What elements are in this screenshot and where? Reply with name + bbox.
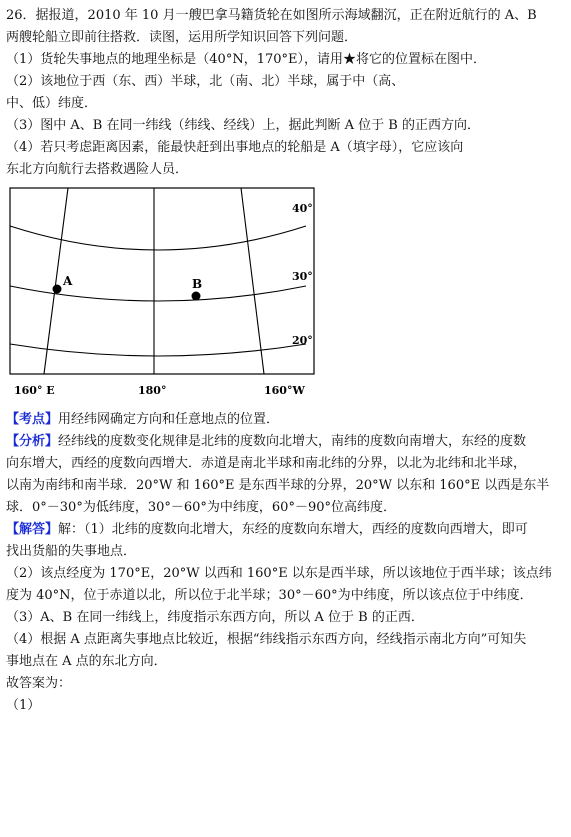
point-b [192, 292, 201, 301]
jieda-line: （1） [6, 698, 41, 713]
fenxi-line: 向东增大，西经的度数向西增大．赤道是南北半球和南北纬的分界，以北为北纬和北半球， [6, 456, 527, 471]
lat-label-30: 30° [292, 270, 313, 283]
question-line: 中、低）纬度． [6, 96, 98, 111]
kaodian-line [6, 412, 279, 428]
fenxi-line: 球．0°－30°为低纬度，30°－60°为中纬度，60°－90°位高纬度． [6, 500, 396, 515]
lon-label-180: 180° [138, 384, 167, 397]
lat-label-40: 40° [292, 202, 313, 215]
jieda-line: （3）A、B 在同一纬线上，纬度指示东西方向，所以 A 位于 B 的正西． [6, 610, 424, 625]
jieda-line: （4）根据 A 点距离失事地点比较近，根据“纬线指示东西方向，经线指示南北方向”可知失 [6, 632, 527, 647]
lon-label-160w: 160°W [264, 384, 305, 397]
lat-label-20: 20° [292, 334, 313, 347]
point-a [53, 285, 62, 294]
question-line: 26．据报道，2010 年 10 月一艘巴拿马籍货轮在如图所示海域翻沉，正在附近航行的 A、B [6, 8, 537, 23]
jieda-line: （2）该点经度为 170°E，20°W 以西和 160°E 以东是西半球，所以该地位于西半球；该点纬 [6, 566, 552, 581]
fenxi-text: 经纬线的度数变化规律是北纬的度数向北增大，南纬的度数向南增大，东经的度数 [58, 434, 527, 449]
kaodian-text: 用经纬网确定方向和任意地点的位置． [58, 412, 280, 427]
question-line: 东北方向航行去搭救遇险人员． [6, 162, 189, 177]
jieda-tag: 【解答】 [6, 522, 59, 537]
jieda-line: 度为 40°N，位于赤道以北，所以位于北半球；30°－60°为中纬度，所以该点位于中纬度． [6, 588, 533, 603]
question-line: 两艘轮船立即前往搭救．读图，运用所学知识回答下列问题． [6, 30, 358, 45]
jieda-line: 事地点在 A 点的东北方向． [6, 654, 167, 669]
kaodian-tag: 【考点】 [6, 412, 59, 427]
graticule-map [8, 186, 316, 400]
fenxi-line [6, 434, 526, 450]
question-line: （3）图中 A、B 在同一纬线（纬线、经线）上，据此判断 A 位于 B 的正西方向． [6, 118, 480, 133]
question-line: （4）若只考虑距离因素，能最快赶到出事地点的轮船是 A（填字母），它应该向 [6, 140, 464, 155]
jieda-text: 解：（1）北纬的度数向北增大，东经的度数向东增大，西经的度数向西增大，即可 [58, 522, 528, 537]
jieda-line: 找出货船的失事地点． [6, 544, 137, 559]
fenxi-line: 以南为南纬和南半球．20°W 和 160°E 是东西半球的分界，20°W 以东和 160°E 以西是东半 [6, 478, 550, 493]
lon-label-160e: 160° E [14, 384, 55, 397]
jieda-line [6, 522, 528, 538]
point-a-label: A [63, 274, 73, 288]
point-b-label: B [192, 277, 203, 291]
question-line: （2）该地位于西（东、西）半球，北（南、北）半球，属于中（高、 [6, 74, 405, 89]
jieda-line: 故答案为： [6, 676, 72, 691]
question-line: （1）货轮失事地点的地理坐标是（40°N，170°E），请用★将它的位置标在图中． [6, 52, 486, 67]
fenxi-tag: 【分析】 [6, 434, 59, 449]
